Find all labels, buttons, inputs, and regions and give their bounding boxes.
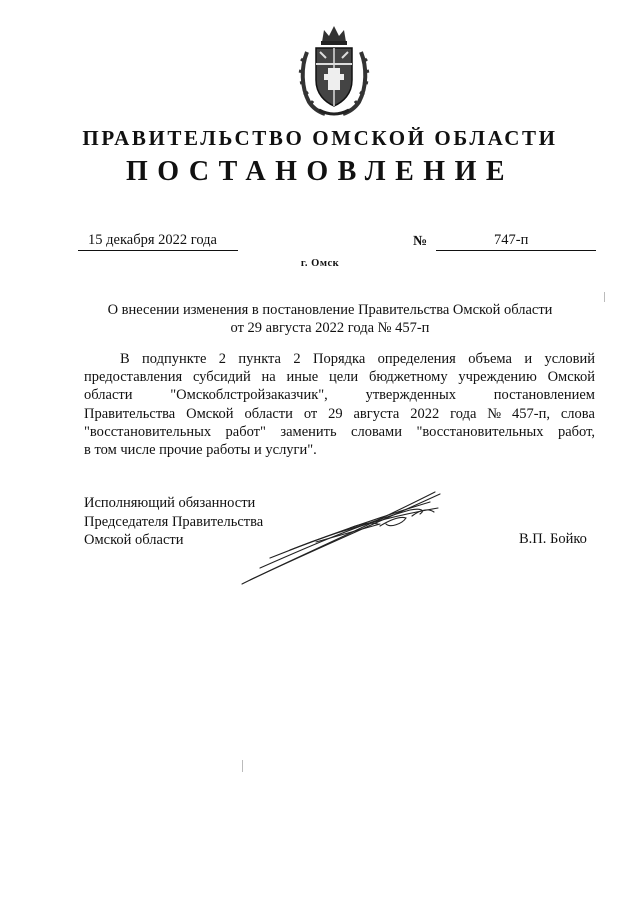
document-type-title: ПОСТАНОВЛЕНИЕ	[125, 156, 515, 187]
body-word: работ"	[225, 423, 266, 440]
body-word: работ,	[557, 423, 595, 440]
position-line: Омской области	[84, 532, 184, 548]
body-line	[84, 423, 595, 441]
government-title: ПРАВИТЕЛЬСТВО ОМСКОЙ ОБЛАСТИ	[82, 126, 558, 150]
body-word: на	[261, 369, 276, 386]
body-word: "восстановительных	[84, 423, 212, 440]
body-paragraph	[84, 350, 595, 459]
body-word: "восстановительных	[416, 423, 544, 440]
subject-line: от 29 августа 2022 года № 457-п	[230, 320, 430, 336]
body-word: августа	[353, 405, 400, 422]
body-word: пункта	[238, 351, 281, 367]
body-word: Омской	[547, 369, 595, 386]
body-word: определения	[377, 351, 456, 367]
number-sign: №	[413, 234, 428, 249]
body-word: "Омскоблстройзаказчик",	[170, 387, 328, 404]
subject-line: О внесении изменения в постановление Правительства Омской области	[107, 302, 553, 318]
body-word: заменить	[280, 423, 337, 440]
body-word: условий	[544, 351, 595, 367]
body-word: В	[120, 351, 130, 367]
body-line	[84, 386, 595, 404]
body-word: постановлением	[493, 387, 595, 404]
handwritten-signature	[230, 480, 460, 590]
coat-of-arms-emblem	[297, 22, 371, 120]
body-word: 2	[293, 351, 301, 367]
body-word: субсидий	[192, 369, 251, 386]
body-word: 2	[218, 351, 227, 367]
body-word: Правительства	[84, 405, 176, 422]
body-word: 2022	[410, 405, 440, 422]
signer-name: В.П. Бойко	[519, 531, 587, 547]
body-word: 457-п,	[512, 405, 550, 422]
body-word: и	[524, 351, 533, 367]
body-word: области	[244, 405, 293, 422]
scan-mark	[242, 760, 243, 772]
body-line	[84, 350, 595, 368]
body-word: предоставления	[84, 369, 183, 386]
document-number: 747-п	[436, 232, 596, 251]
body-word: №	[487, 405, 502, 422]
body-line	[84, 368, 595, 386]
document-date: 15 декабря 2022 года	[78, 232, 238, 251]
body-word: иные	[286, 369, 319, 386]
position-line: Исполняющий обязанности	[84, 495, 256, 511]
body-word: словами	[351, 423, 402, 440]
position-line: Председателя Правительства	[84, 513, 264, 530]
body-word: подпункте	[142, 351, 207, 367]
body-word: в том числе прочие работы и услуги".	[84, 442, 317, 459]
body-word: 29	[328, 405, 343, 422]
body-word: учреждению	[458, 369, 537, 386]
document-subject	[60, 301, 600, 337]
city-label: г. Омск	[300, 258, 340, 269]
body-word: области	[84, 387, 133, 404]
body-word: утвержденных	[365, 387, 456, 404]
body-word: бюджетному	[368, 369, 448, 386]
scan-mark	[604, 292, 605, 302]
body-word: цели	[328, 369, 359, 386]
body-word: слова	[560, 405, 595, 422]
body-word: объема	[468, 351, 512, 367]
body-word: от	[303, 405, 318, 422]
body-word: Порядка	[313, 351, 366, 367]
body-word: года	[450, 405, 477, 422]
body-line	[84, 405, 595, 423]
body-word: Омской	[186, 405, 234, 422]
body-line	[84, 441, 595, 459]
